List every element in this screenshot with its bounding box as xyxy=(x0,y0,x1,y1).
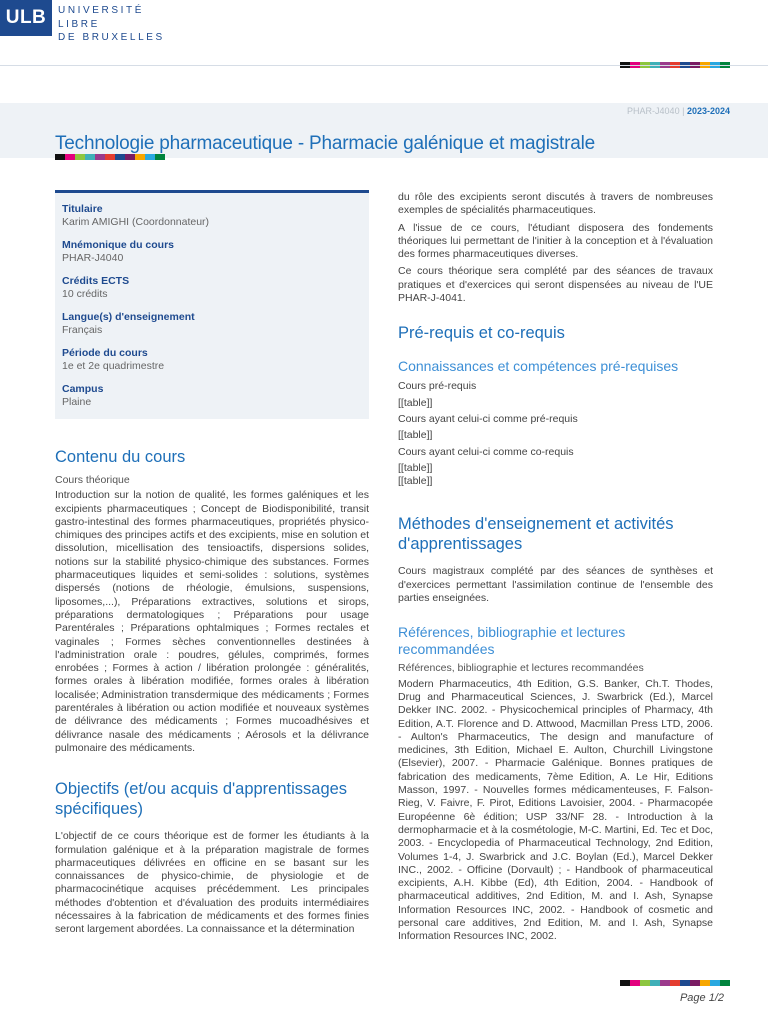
objectifs-continued-1: du rôle des excipients seront discutés à travers de nombreuses exemples de spécialités pharmaceutiques. xyxy=(398,191,713,217)
stripe-segment xyxy=(145,154,155,160)
stripe-segment xyxy=(630,980,640,986)
stripe-segment xyxy=(105,154,115,160)
methodes-heading: Méthodes d'enseignement et activités d'apprentissages xyxy=(398,515,674,554)
info-titulaire xyxy=(62,203,362,229)
references-text: Modern Pharmaceutics, 4th Edition, G.S. Banker, Ch.T. Thodes, Drug and Pharmaceutical Sciences, J. Swarbrick (Ed.), Marcel Dekker INC. 2002. - Physicochemical principles of Pharmacy, 4th Edition, A.T. Florence and D. Attwood, Macmillan Press LTD, 2006. - Aulton's Pharmaceutics, The design and manufacture of medicines, 3th Edition, Michael E. Aulton, Churchill Livingstone (Elsevier), 2007. - Pharmacie Galénique. Bonnes pratiques de fabrication des medicaments, 7ème Edition, A. Le Hir, Editions Masson, 1997. - Nouvelles formes médicamenteuses, F. Falson-Rieg, V. Faivre, F. Pirot, Editions Lavoisier, 2004. - Pharmacopée Européenne 6è édition; USP 33/NF 28. - Introduction à la dermopharmacie et à la cosmétologie, M-C. Martini, Ed. Tec et Doc, 2003. - Encyclopedia of Pharmaceutical Technology, 2nd Edition, Volumes 1-4, J. Swarbrick and J.C. Boylan (Ed.), Marcel Dekker INC., 2002. - Officine (Dorvault) ; - Handbook of pharmaceutical excipients, A.H. Kibbe (Ed), 4th Edition, 2004. - Handbook of pharmaceutical additives, 2nd Edition, M. and I. Ash, Synapse Information Resources INC, 2002. - Handbook of cosmetic and personal care additives, 2nd Edition, M. and I. Ash, Synapse Information Resources INC, 2002. xyxy=(398,677,713,943)
info-label: Titulaire xyxy=(62,203,103,215)
objectifs-continued-2: A l'issue de ce cours, l'étudiant disposera des fondements théoriques lui permettant de l'initier à la conception et à l'évaluation des formes pharmaceutiques diverses. xyxy=(398,221,713,261)
course-info-box xyxy=(55,190,369,419)
stripe-segment xyxy=(710,980,720,986)
info-periode xyxy=(62,347,362,373)
info-label: Campus xyxy=(62,383,104,395)
info-label: Période du cours xyxy=(62,347,148,359)
separator: | xyxy=(682,106,685,116)
info-mnemonique xyxy=(62,239,362,265)
stripe-segment xyxy=(155,154,165,160)
page-number: Page 1/2 xyxy=(679,992,724,1004)
logo-line-2: LIBRE xyxy=(58,18,100,30)
header-rule xyxy=(0,65,768,66)
title-color-stripe xyxy=(55,154,165,160)
info-value: Français xyxy=(62,324,103,336)
stripe-segment xyxy=(690,980,700,986)
objectifs-heading: Objectifs (et/ou acquis d'apprentissages spécifiques) xyxy=(55,780,348,819)
stripe-segment xyxy=(55,154,65,160)
prerequis-table: [[table]] xyxy=(398,396,433,409)
stripe-segment xyxy=(700,980,710,986)
prerequis-heading: Pré-requis et co-requis xyxy=(398,324,565,343)
info-langue xyxy=(62,311,362,337)
stripe-segment xyxy=(720,980,730,986)
info-value: 10 crédits xyxy=(62,288,108,300)
info-value: Karim AMIGHI (Coordonnateur) xyxy=(62,216,210,228)
objectifs-continued-3: Ce cours théorique sera complété par des séances de travaux pratiques et d'exercices qui seront dispensées au niveau de l'UE PHAR-J-4041. xyxy=(398,265,713,305)
prerequis-subheading: Connaissances et compétences pré-requises xyxy=(398,358,679,375)
stripe-segment xyxy=(75,154,85,160)
contenu-subheading: Cours théorique xyxy=(55,474,130,486)
stripe-segment xyxy=(85,154,95,160)
logo-line-3: DE BRUXELLES xyxy=(58,32,165,43)
objectifs-text: L'objectif de ce cours théorique est de former les étudiants à la formulation galénique et à la préparation magistrale de formes pharmaceutiques délivrées en officine en se basant sur les connaissances de physico-chimie, de physiologie et de pharmacocinétique acquises précédemment. Les principales méthodes d'obtention et d'évaluation des produits intermédiaires nécessaires à la fabrication de médicaments et des formes finies seront largement abordées. La connaissance et la détermination xyxy=(55,830,369,936)
stripe-segment xyxy=(620,980,630,986)
prerequis-table: [[table]] xyxy=(398,461,433,474)
info-label: Mnémonique du cours xyxy=(62,239,175,251)
logo-line-1: UNIVERSITÉ xyxy=(58,5,145,16)
course-code: PHAR-J4040 xyxy=(627,106,680,116)
ulb-logo: ULB xyxy=(0,0,52,36)
methodes-text: Cours magistraux complété par des séances de synthèses et d'exercices permettant l'assimilation continue de l'ensemble des parties enseignées. xyxy=(398,565,713,605)
right-column xyxy=(398,191,713,944)
footer-color-stripe xyxy=(620,980,730,986)
info-value: 1e et 2e quadrimestre xyxy=(62,360,165,372)
stripe-segment xyxy=(680,980,690,986)
stripe-segment xyxy=(125,154,135,160)
info-credits xyxy=(62,275,362,301)
info-campus xyxy=(62,383,362,409)
references-heading: Références, bibliographie et lectures recommandées xyxy=(398,624,626,658)
university-name xyxy=(58,4,165,45)
contenu-text: Introduction sur la notion de qualité, les formes galéniques et les excipients pharmaceutiques ; Concept de Biodisponibilité, transit gastro-intestinal des formes pharmaceutiques, propriétés physico-chimiques des principes actifs et des excipients, mise en solution et dissolution, micellisation des tensioactifs, dispersions solides, notions sur la stabilité physico-chimique des substances. Formes pharmaceutiques liquides et semi-solides : solutions, systèmes dispersés (notions de rhéologie, émulsions, suspensions, liposomes,...), Préparations extractives, solutions et sirops, préparations dermatologiques ; Préparations pour usage Parentérales ; Préparations ophtalmiques ; Formes rectales et vaginales ; Formes sèches conventionnelles destinées à l'administration orale : poudres, gélules, comprimés, formes enrobées ; Formes à action / libération prolongée : généralités, formes orales à libération modifiée, formes orales à libération localisée; Administration transdermique des médicaments ; Formes parentérales à libération ou action modifiée et nouveaux systèmes de délivrance des médicaments ; Formes mucoadhésives et délivrance nasale des médicaments ; Aérosols et la délivrance pulmonaire des médicaments. xyxy=(55,489,369,754)
stripe-segment xyxy=(135,154,145,160)
stripe-segment xyxy=(670,980,680,986)
left-column xyxy=(55,447,369,937)
stripe-segment xyxy=(660,980,670,986)
course-code-year xyxy=(627,106,730,116)
stripe-segment xyxy=(640,980,650,986)
stripe-segment xyxy=(95,154,105,160)
stripe-segment xyxy=(65,154,75,160)
academic-year: 2023-2024 xyxy=(686,106,730,116)
prerequis-line: Cours ayant celui-ci comme co-requis xyxy=(398,445,574,458)
page-title: Technologie pharmaceutique - Pharmacie galénique et magistrale xyxy=(55,133,595,154)
prerequis-line: Cours pré-requis xyxy=(398,380,477,393)
contenu-heading: Contenu du cours xyxy=(55,448,186,466)
stripe-segment xyxy=(115,154,125,160)
info-label: Langue(s) d'enseignement xyxy=(62,311,195,323)
prerequis-table: [[table]] xyxy=(398,429,433,442)
info-label: Crédits ECTS xyxy=(62,275,130,287)
info-value: Plaine xyxy=(62,396,92,408)
prerequis-table: [[table]] xyxy=(398,475,433,488)
info-value: PHAR-J4040 xyxy=(62,252,124,264)
prerequis-line: Cours ayant celui-ci comme pré-requis xyxy=(398,412,578,425)
stripe-segment xyxy=(650,980,660,986)
references-subheading: Références, bibliographie et lectures recommandées xyxy=(398,662,644,675)
